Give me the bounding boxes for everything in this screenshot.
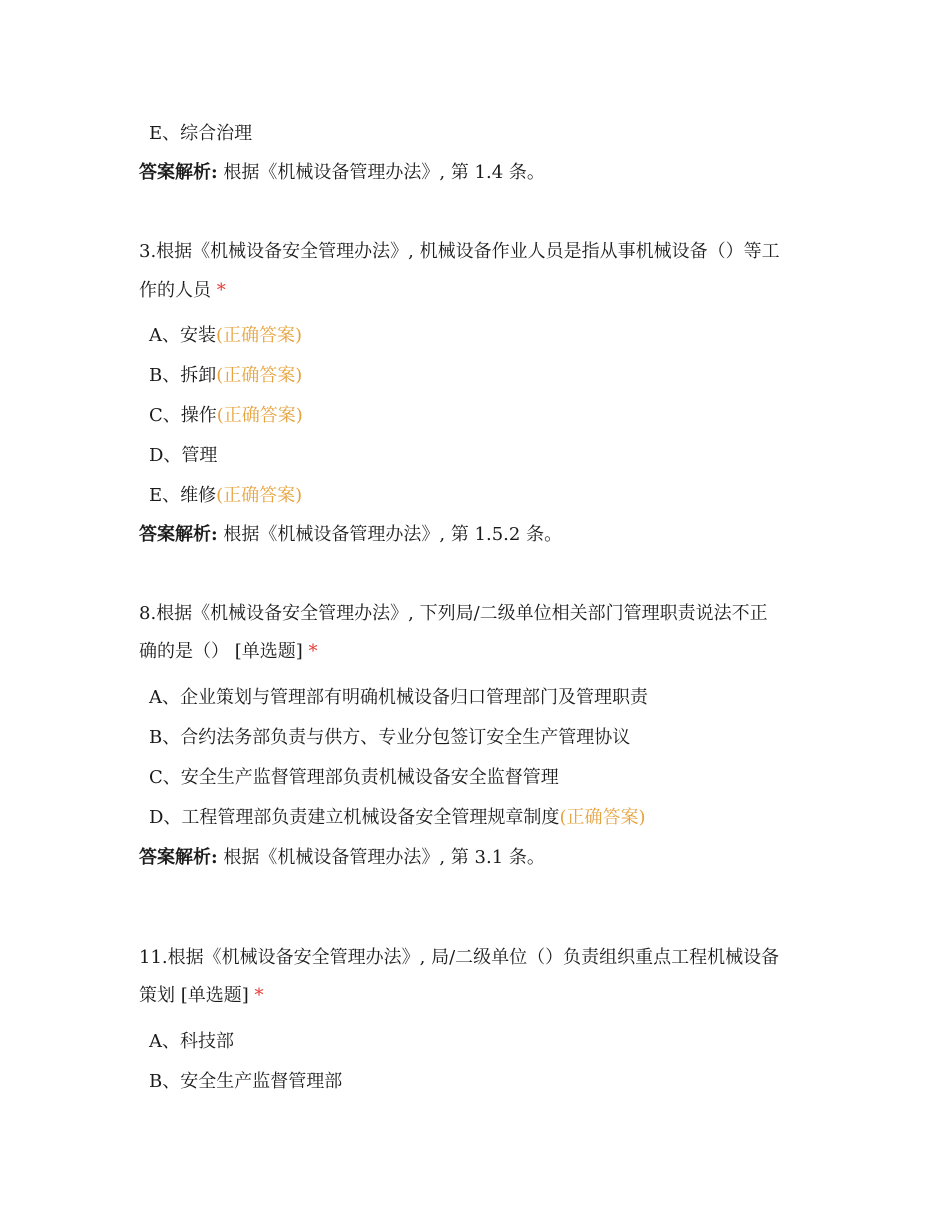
q3-option-b <box>149 364 302 388</box>
analysis-text: 根据《机械设备管理办法》, 第 3.1 条。 <box>223 847 545 868</box>
correct-answer-tag: (正确答案) <box>216 485 303 506</box>
option-text: B、拆卸 <box>149 365 217 386</box>
q3-option-c <box>149 404 303 428</box>
analysis-label: 答案解析: <box>139 847 218 868</box>
question-text-line: 策划 [单选题] <box>139 985 249 1006</box>
q8-option-d <box>149 806 645 830</box>
question-text-line: 确的是（） [单选题] <box>139 641 303 662</box>
q3-option-e <box>149 484 302 508</box>
analysis-label: 答案解析: <box>139 162 218 183</box>
q3-option-d <box>149 444 217 468</box>
q8-answer-analysis <box>139 846 545 870</box>
option-text: D、管理 <box>149 445 218 466</box>
required-asterisk: * <box>216 280 226 301</box>
question-text-line: 8.根据《机械设备安全管理办法》, 下列局/二级单位相关部门管理职责说法不正 <box>139 603 768 624</box>
question-text-line: 3.根据《机械设备安全管理办法》, 机械设备作业人员是指从事机械设备（）等工 <box>139 241 780 262</box>
question-text-line: 11.根据《机械设备安全管理办法》, 局/二级单位（）负责组织重点工程机械设备 <box>139 947 780 968</box>
analysis-text: 根据《机械设备管理办法》, 第 1.4 条。 <box>223 162 545 183</box>
question-text-line: 作的人员 <box>139 280 211 301</box>
question-11-title <box>139 946 779 970</box>
required-asterisk: * <box>308 641 318 662</box>
q11-option-b <box>149 1070 342 1094</box>
correct-answer-tag: (正确答案) <box>559 807 646 828</box>
q3-option-a <box>149 324 302 348</box>
option-text: E、维修 <box>149 485 217 506</box>
option-text: A、企业策划与管理部有明确机械设备归口管理部门及管理职责 <box>149 687 648 708</box>
option-e <box>149 122 252 146</box>
question-3-title-cont <box>139 279 226 303</box>
required-asterisk: * <box>254 985 264 1006</box>
answer-analysis <box>139 161 545 185</box>
option-text: B、合约法务部负责与供方、专业分包签订安全生产管理协议 <box>149 727 631 748</box>
correct-answer-tag: (正确答案) <box>216 325 303 346</box>
q8-option-b <box>149 726 630 750</box>
option-text: E、综合治理 <box>149 123 253 144</box>
analysis-text: 根据《机械设备管理办法》, 第 1.5.2 条。 <box>223 524 563 545</box>
question-3-title <box>139 240 780 264</box>
option-text: D、工程管理部负责建立机械设备安全管理规章制度 <box>149 807 560 828</box>
option-text: A、科技部 <box>149 1031 234 1052</box>
option-text: C、安全生产监督管理部负责机械设备安全监督管理 <box>149 767 559 788</box>
q8-option-a <box>149 686 648 710</box>
option-text: A、安装 <box>149 325 216 346</box>
q11-option-a <box>149 1030 234 1054</box>
correct-answer-tag: (正确答案) <box>216 405 303 426</box>
option-text: C、操作 <box>149 405 217 426</box>
option-text: B、安全生产监督管理部 <box>149 1071 343 1092</box>
q8-option-c <box>149 766 559 790</box>
analysis-label: 答案解析: <box>139 524 218 545</box>
correct-answer-tag: (正确答案) <box>216 365 303 386</box>
question-11-title-cont <box>139 984 264 1008</box>
question-8-title-cont <box>139 640 318 664</box>
q3-answer-analysis <box>139 523 562 547</box>
question-8-title <box>139 602 768 626</box>
